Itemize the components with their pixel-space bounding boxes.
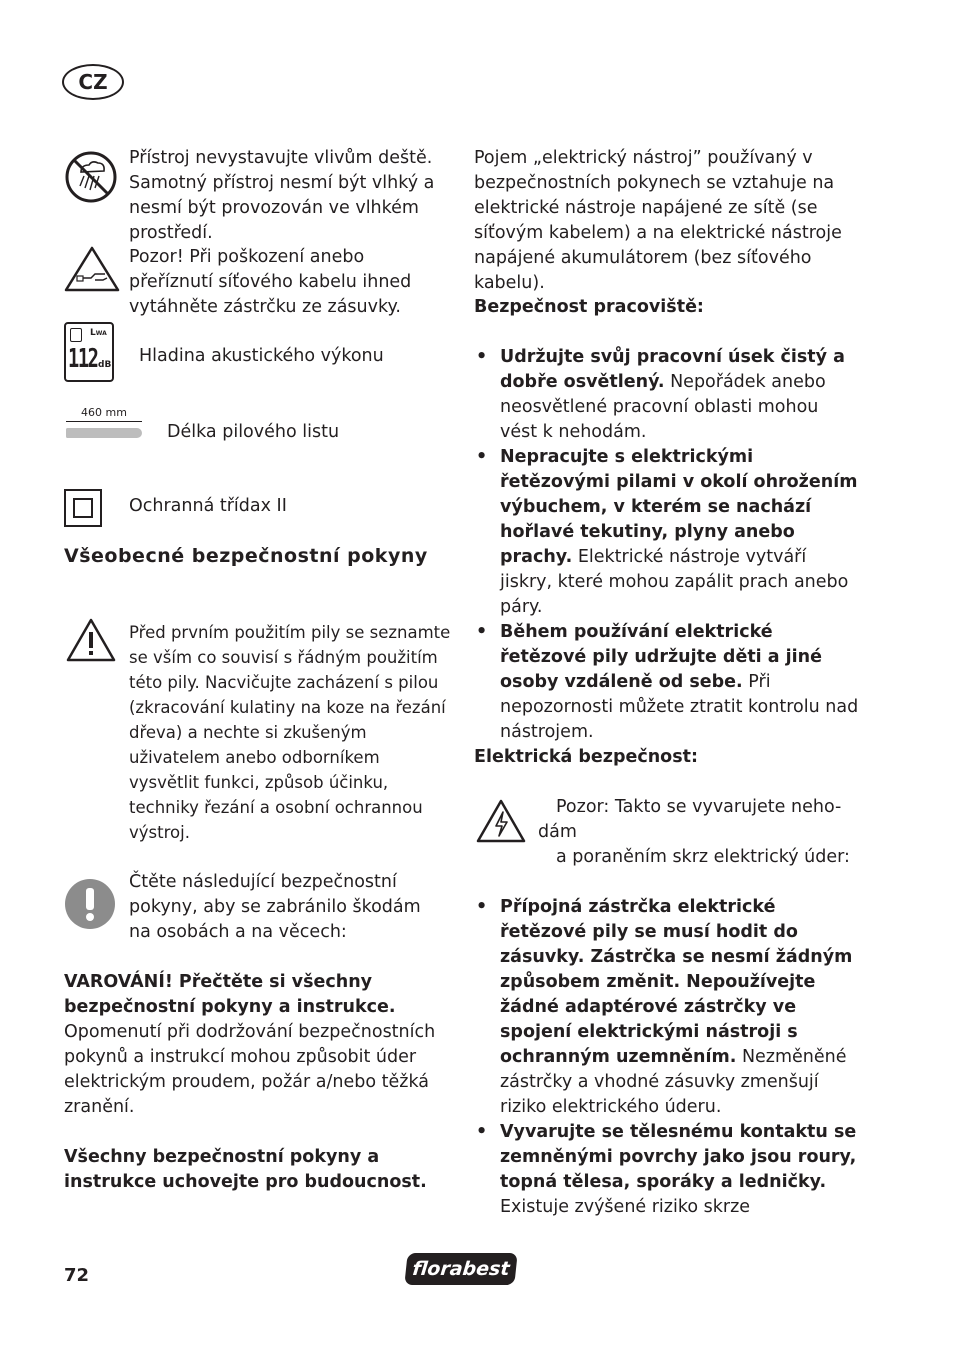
protection-class-text: Ochranná třídax II [129, 496, 287, 516]
rain-warning-text: Přístroj nevystavujte vlivům deště. Samotný přístroj nesmí být vlhký a nesmí být provozován ve vlhkém prostředí. [129, 148, 435, 243]
sound-power-icon [64, 322, 114, 382]
page-number: 72 [64, 1265, 90, 1286]
guide-bar-length-label: 460 mm [81, 406, 127, 419]
sound-icon-label: L [90, 328, 96, 338]
sound-power-text: Hladina akustického výkonu [139, 346, 384, 366]
electric-warning-line: Pozor: Takto se vyvarujete neho- [556, 797, 842, 817]
cable-warning-text: Pozor! Při poškození anebo přeříznutí síťového kabelu ihned vytáhněte zástrčku ze zásuvky. [129, 247, 412, 317]
sound-icon-value: 112 [68, 344, 98, 374]
workplace-safety-list [474, 345, 860, 745]
general-safety-heading: Všeobecné bezpečnostní pokyny [64, 545, 428, 567]
protection-class-ii-icon [64, 489, 102, 527]
first-use-warning-text: Před prvním použitím pily se seznamte se vším co souvisí s řádným použitím této pily. Nacvičujte zacházení s pilou (zkracování kulatiny na koze na řezání dřeva) a nechte si zkušeným uživatelem anebo odborníkem vysvětlit funkci, způsob účinku, techniky řezání a osobní ochrannou výstroj. [129, 623, 451, 842]
guide-bar-length-text: Délka pilového listu [167, 422, 340, 442]
electrical-safety-list [474, 895, 860, 1220]
list-item: • Udržujte svůj pracovní úsek čistý a dobře osvětlený. Nepořádek anebo neosvětlené pracovní oblasti mohou vést k nehodám. [474, 345, 860, 445]
no-rain-icon [64, 150, 118, 204]
general-warning-block [64, 970, 454, 1120]
electrical-safety-heading: Elektrická bezpečnost: [474, 747, 698, 767]
brand-logo [404, 1253, 517, 1285]
general-warning-text: Opomenutí při dodržování bezpečnostních pokynů a instrukcí mohou způsobit úder elektrickým proudem, požár a/nebo těžká zranění. [64, 1022, 436, 1117]
sound-icon-unit: dB [98, 360, 112, 370]
list-item: • Přípojná zástrčka elektrické řetězové pily se musí hodit do zásuvky. Zástrčka se nesmí žádným způsobem změnit. Nepoužívejte žádné adaptérové zástrčky ve spojení elektrickými nástroji s ochranným uzemněním. Nezměněné zástrčky a vhodné zásuvky zmenšují riziko elektrického úderu. [474, 895, 860, 1120]
intro-paragraph: Pojem „elektrický nástroj” používaný v bezpečnostních pokynech se vztahuje na elektrické nástroje napájené ze sítě (se síťovým kabelem) a na elektrické nástroje napájené akumulátorem (bez síťového kabelu). [474, 148, 842, 293]
electric-warning-line: a poraněním skrz elektrický úder: [556, 847, 850, 867]
list-item: • Nepracujte s elektrickými řetězovými pilami v okolí ohrožením výbuchem, v kterém se nachází hořlavé tekutiny, plyny anebo prachy. Elektrické nástroje vytváří jiskry, které mohou zapálit prach anebo páry. [474, 445, 860, 620]
keep-instructions-text: Všechny bezpečnostní pokyny a instrukce uchovejte pro budoucnost. [64, 1147, 427, 1192]
guide-bar-length-icon [64, 406, 144, 442]
electric-warning-text [538, 795, 858, 870]
workplace-safety-heading: Bezpečnost pracoviště: [474, 297, 704, 317]
cable-damage-warning-icon [63, 245, 121, 293]
country-badge: CZ [62, 64, 124, 100]
brand-logo-text: florabest [411, 1258, 511, 1280]
electric-shock-warning-icon [475, 798, 527, 844]
warning-triangle-icon [65, 617, 117, 663]
list-item: • Během používání elektrické řetězové pily udržujte děti a jiné osoby vzdáleně od sebe. Při nepozornosti můžete ztratit kontrolu nad nástrojem. [474, 620, 860, 745]
exclamation-circle-icon [64, 878, 116, 930]
general-warning-bold: VAROVÁNÍ! Přečtěte si všechny bezpečnostní pokyny a instrukce. [64, 972, 396, 1017]
sound-icon-sub: WA [95, 330, 107, 337]
electric-warning-line: dám [538, 822, 577, 842]
list-item: • Vyvarujte se tělesnému kontaktu se zemněnými povrchy jako jsou roury, topná tělesa, sporáky a ledničky. Existuje zvýšené riziko skrze [474, 1120, 860, 1220]
read-instructions-text: Čtěte následující bezpečnostní pokyny, aby se zabránilo škodám na osobách a na věcech: [129, 872, 421, 942]
